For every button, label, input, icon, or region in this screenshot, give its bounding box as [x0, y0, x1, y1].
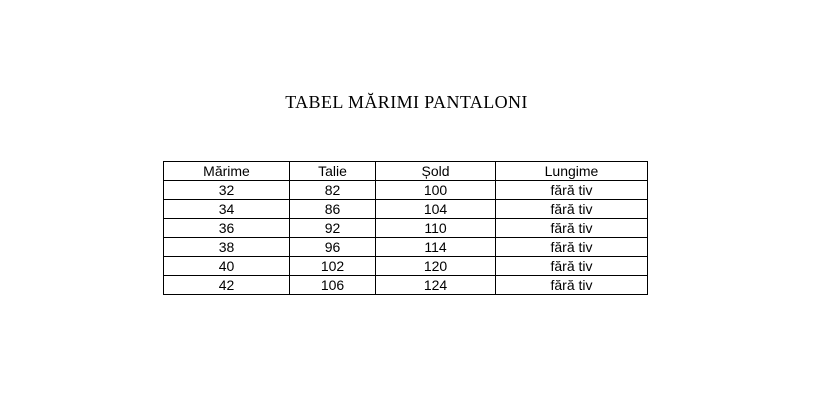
- table-row: [164, 200, 648, 219]
- table-cell: 104: [376, 200, 496, 219]
- table-cell: 114: [376, 238, 496, 257]
- table-row: [164, 238, 648, 257]
- table-cell: fără tiv: [496, 219, 648, 238]
- table-row: [164, 219, 648, 238]
- column-header-lungime: Lungime: [496, 162, 648, 181]
- table-cell: 124: [376, 276, 496, 295]
- document-title: TABEL MĂRIMI PANTALONI: [285, 92, 528, 112]
- column-header-talie: Talie: [290, 162, 376, 181]
- table-cell: 100: [376, 181, 496, 200]
- table-cell: 92: [290, 219, 376, 238]
- table-row: [164, 257, 648, 276]
- table-cell: 42: [164, 276, 290, 295]
- table-cell: 38: [164, 238, 290, 257]
- table-cell: 96: [290, 238, 376, 257]
- table-cell: 32: [164, 181, 290, 200]
- table-cell: 120: [376, 257, 496, 276]
- column-header-sold: Șold: [376, 162, 496, 181]
- column-header-marime: Mărime: [164, 162, 290, 181]
- table-cell: 110: [376, 219, 496, 238]
- table-row: [164, 181, 648, 200]
- table-cell: fără tiv: [496, 200, 648, 219]
- table-cell: 106: [290, 276, 376, 295]
- table-cell: fără tiv: [496, 238, 648, 257]
- table-cell: 34: [164, 200, 290, 219]
- table-cell: 86: [290, 200, 376, 219]
- table-cell: fără tiv: [496, 257, 648, 276]
- table-cell: 82: [290, 181, 376, 200]
- table-cell: fără tiv: [496, 276, 648, 295]
- table-header-row: [164, 162, 648, 181]
- table-cell: 36: [164, 219, 290, 238]
- table-cell: 40: [164, 257, 290, 276]
- table-row: [164, 276, 648, 295]
- pants-sizes-table: [163, 161, 648, 295]
- table-cell: 102: [290, 257, 376, 276]
- table-cell: fără tiv: [496, 181, 648, 200]
